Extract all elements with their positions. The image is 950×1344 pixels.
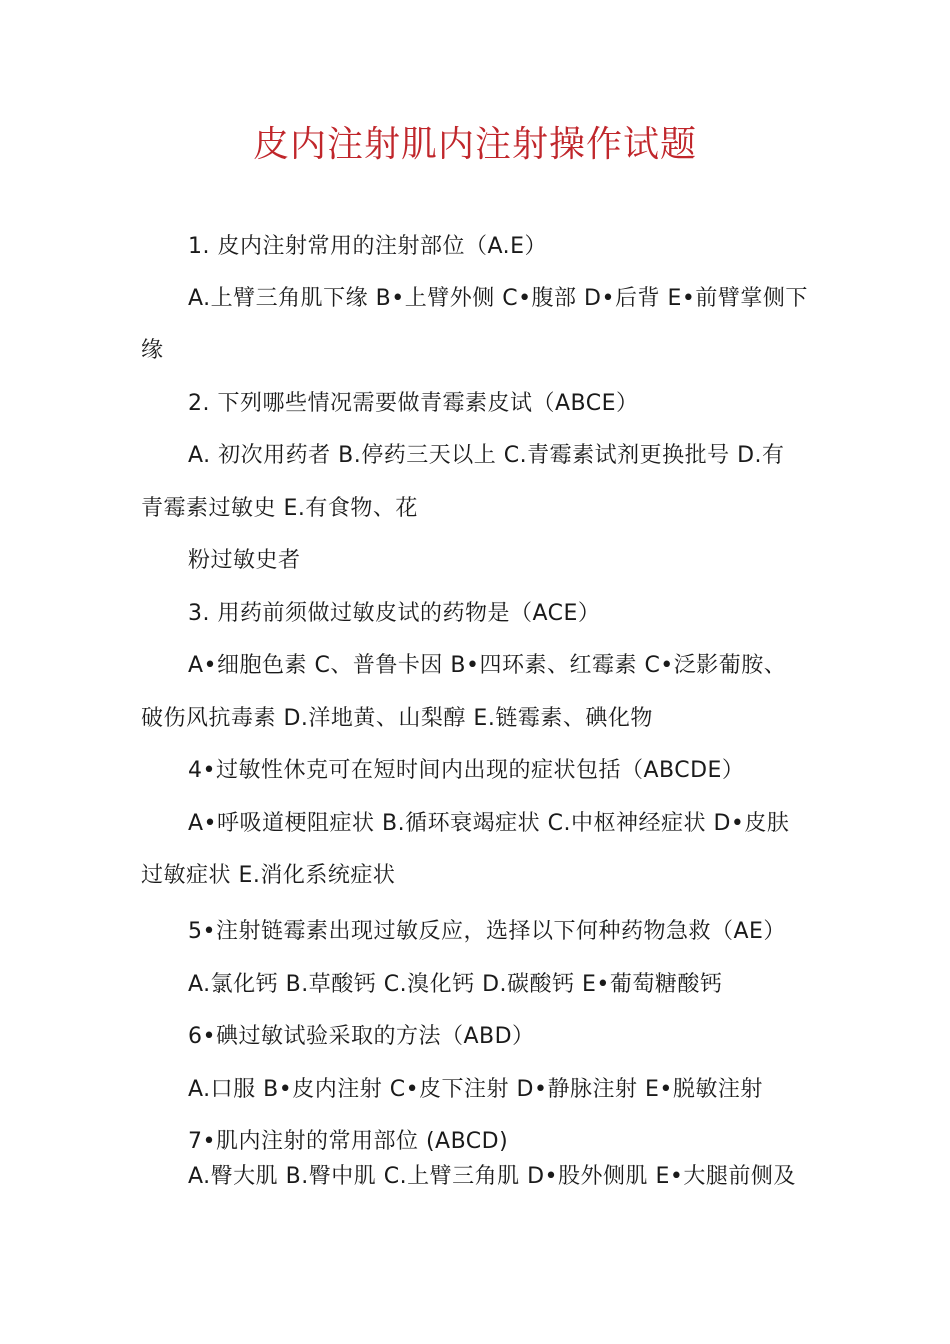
question-3-options-cont: 破伤风抗毒素 D.洋地黄、山梨醇 E.链霉素、碘化物 xyxy=(141,706,653,731)
question-7: 7•肌内注射的常用部位 (ABCD) xyxy=(188,1129,509,1154)
question-4-options: A•呼吸道梗阻症状 B.循环衰竭症状 C.中枢神经症状 D•皮肤 xyxy=(188,811,790,836)
question-2-options-cont: 青霉素过敏史 E.有食物、花 xyxy=(141,496,418,521)
question-2-options-cont-2: 粉过敏史者 xyxy=(188,548,301,573)
question-4-options-cont: 过敏症状 E.消化系统症状 xyxy=(141,863,396,888)
question-2-options: A. 初次用药者 B.停药三天以上 C.青霉素试剂更换批号 D.有 xyxy=(188,443,785,468)
question-2: 2. 下列哪些情况需要做青霉素皮试（ABCE） xyxy=(188,391,639,416)
question-5-options: A.氯化钙 B.草酸钙 C.溴化钙 D.碳酸钙 E•葡萄糖酸钙 xyxy=(188,972,723,997)
question-3-options: A•细胞色素 C、普鲁卡因 B•四环素、红霉素 C•泛影葡胺、 xyxy=(188,653,787,678)
question-1-options-cont: 缘 xyxy=(141,338,164,363)
question-4: 4•过敏性休克可在短时间内出现的症状包括（ABCDE） xyxy=(188,758,745,783)
question-6-options: A.口服 B•皮内注射 C•皮下注射 D•静脉注射 E•脱敏注射 xyxy=(188,1077,763,1102)
question-5: 5•注射链霉素出现过敏反应，选择以下何种药物急救（AE） xyxy=(188,919,786,944)
question-3: 3. 用药前须做过敏皮试的药物是（ACE） xyxy=(188,601,601,626)
question-7-options: A.臀大肌 B.臀中肌 C.上臂三角肌 D•股外侧肌 E•大腿前侧及 xyxy=(188,1164,796,1189)
question-1-options: A.上臂三角肌下缘 B•上臂外侧 C•腹部 D•后背 E•前臂掌侧下 xyxy=(188,286,808,311)
question-6: 6•碘过敏试验采取的方法（ABD） xyxy=(188,1024,535,1049)
question-1: 1. 皮内注射常用的注射部位（A.E） xyxy=(188,234,548,259)
document-title: 皮内注射肌内注射操作试题 xyxy=(252,124,697,165)
